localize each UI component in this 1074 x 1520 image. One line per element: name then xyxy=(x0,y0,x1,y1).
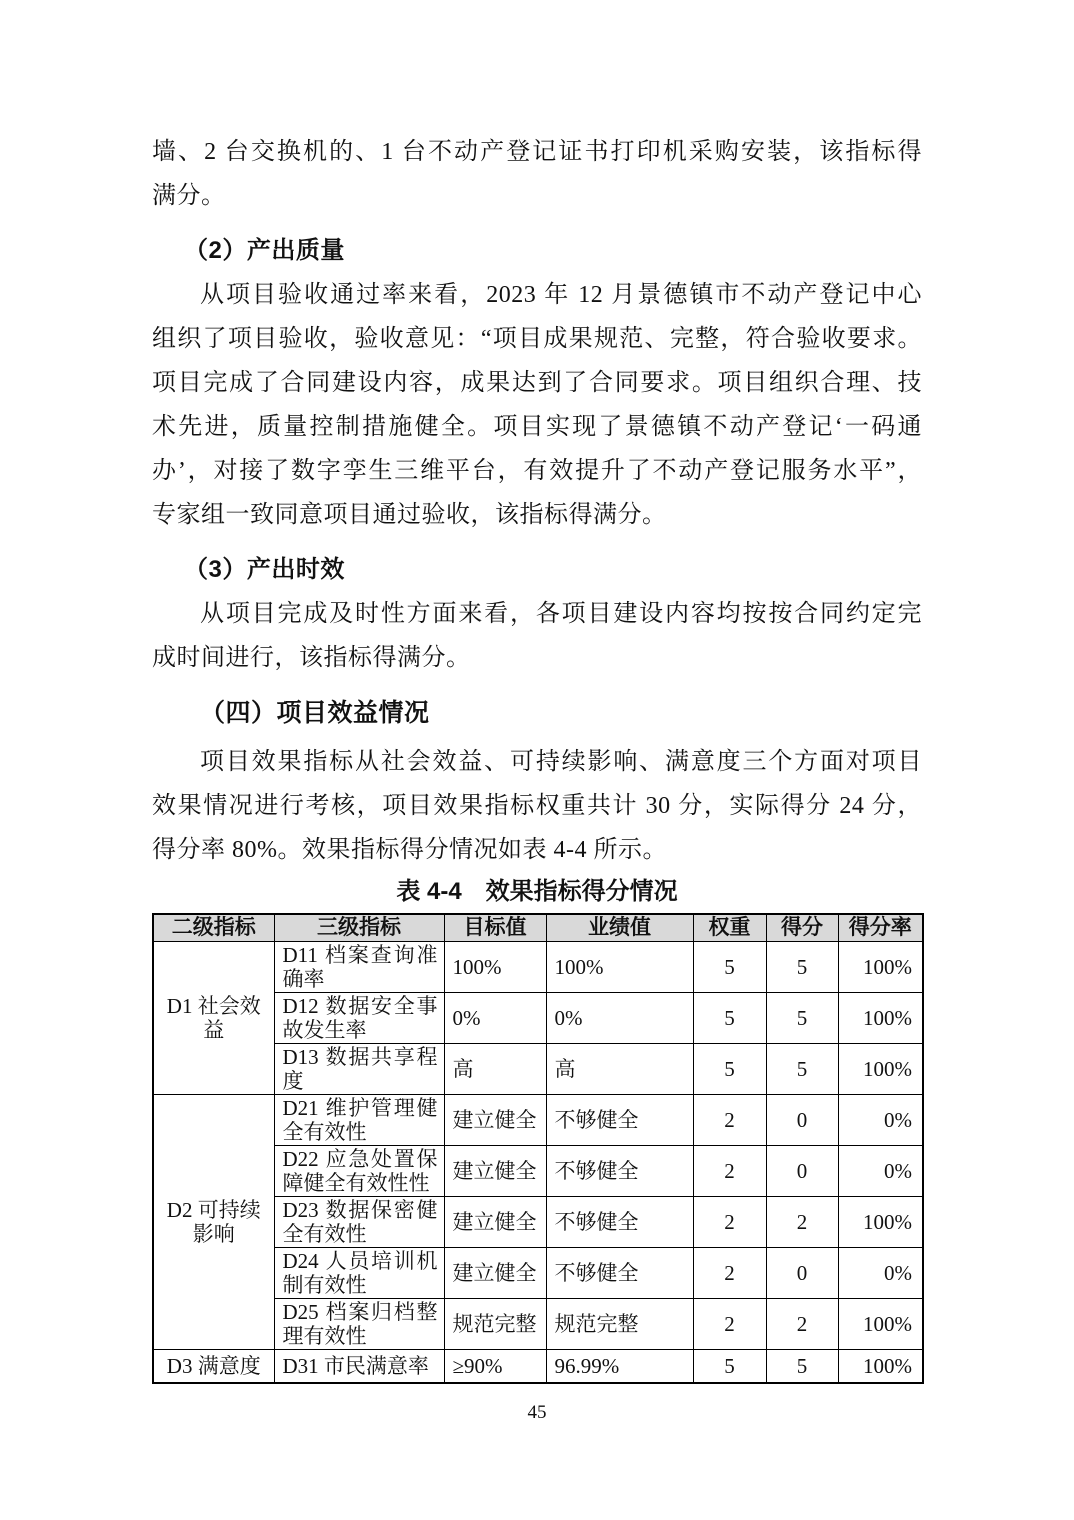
weight-value: 2 xyxy=(693,1298,766,1349)
body-line: 从项目验收通过率来看，2023 年 12 月景德镇市不动产登记中心 xyxy=(200,282,922,308)
score-value: 0 xyxy=(766,1247,838,1298)
score-value: 2 xyxy=(766,1196,838,1247)
level3-label: 全有效性 xyxy=(282,1221,367,1246)
section-heading-project-benefit: （四）项目效益情况 xyxy=(200,699,430,727)
actual-value: 不够健全 xyxy=(546,1247,693,1298)
weight-value: 5 xyxy=(693,1043,766,1094)
level3-cell xyxy=(274,941,444,992)
body-line: 项目效果指标从社会效益、可持续影响、满意度三个方面对项目 xyxy=(200,749,922,775)
level2-label: D3 满意度 xyxy=(166,1353,261,1378)
weight-value: 2 xyxy=(693,1196,766,1247)
level3-label: 故发生率 xyxy=(282,1017,367,1042)
score-value: 5 xyxy=(766,941,838,992)
score-value: 2 xyxy=(766,1298,838,1349)
col-header-rate: 得分率 xyxy=(838,914,923,941)
actual-value: 100% xyxy=(546,941,693,992)
body-line: 从项目完成及时性方面来看，各项目建设内容均按按合同约定完 xyxy=(200,601,922,627)
col-header-target: 目标值 xyxy=(444,914,546,941)
level2-label: 影响 xyxy=(192,1221,235,1246)
level3-cell xyxy=(274,1094,444,1145)
section-heading-output-quality: （2）产出质量 xyxy=(184,237,345,264)
actual-value: 0% xyxy=(546,992,693,1043)
level3-label: D31 市民满意率 xyxy=(282,1353,429,1378)
level2-label: 益 xyxy=(203,1017,225,1042)
rate-value: 100% xyxy=(838,941,923,992)
level3-label: 度 xyxy=(282,1068,304,1093)
body-line: 办’，对接了数字孪生三维平台，有效提升了不动产登记服务水平”， xyxy=(152,458,922,484)
score-table xyxy=(152,913,924,1384)
section-heading-output-timeliness: （3）产出时效 xyxy=(184,556,345,583)
level2-cell-d3 xyxy=(153,1349,274,1383)
weight-value: 2 xyxy=(693,1247,766,1298)
rate-value: 0% xyxy=(838,1247,923,1298)
target-value: 建立健全 xyxy=(444,1094,546,1145)
level3-label: D22 应急处置保 xyxy=(282,1146,438,1171)
body-line: 得分率 80%。效果指标得分情况如表 4-4 所示。 xyxy=(152,837,667,863)
score-value: 5 xyxy=(766,1349,838,1383)
level2-label: D1 社会效 xyxy=(166,993,261,1018)
body-line: 组织了项目验收，验收意见：“项目成果规范、完整，符合验收要求。 xyxy=(152,326,922,352)
level3-label: D23 数据保密健 xyxy=(282,1197,438,1222)
rate-value: 100% xyxy=(838,1349,923,1383)
weight-value: 5 xyxy=(693,941,766,992)
score-value: 0 xyxy=(766,1094,838,1145)
level2-label: D2 可持续 xyxy=(166,1197,261,1222)
level3-label: D11 档案查询准 xyxy=(282,942,438,967)
page-number: 45 xyxy=(527,1402,547,1423)
target-value: 0% xyxy=(444,992,546,1043)
level3-label: D25 档案归档整 xyxy=(282,1299,438,1324)
body-line: 墙、2 台交换机的、1 台不动产登记证书打印机采购安装，该指标得 xyxy=(152,139,922,165)
actual-value: 不够健全 xyxy=(546,1094,693,1145)
level3-label: 理有效性 xyxy=(282,1323,367,1348)
level3-label: 全有效性 xyxy=(282,1119,367,1144)
level3-cell xyxy=(274,1247,444,1298)
target-value: 100% xyxy=(444,941,546,992)
level3-label: 制有效性 xyxy=(282,1272,367,1297)
table-row xyxy=(153,1094,923,1145)
target-value: 规范完整 xyxy=(444,1298,546,1349)
body-line: 满分。 xyxy=(152,183,226,209)
actual-value: 96.99% xyxy=(546,1349,693,1383)
level3-cell xyxy=(274,1196,444,1247)
table-header-row xyxy=(153,914,923,941)
col-header-level3: 三级指标 xyxy=(274,914,444,941)
body-line: 项目完成了合同建设内容，成果达到了合同要求。项目组织合理、技 xyxy=(152,370,922,396)
level3-label: D13 数据共享程 xyxy=(282,1044,438,1069)
col-header-actual: 业绩值 xyxy=(546,914,693,941)
actual-value: 高 xyxy=(546,1043,693,1094)
weight-value: 5 xyxy=(693,1349,766,1383)
target-value: ≥90% xyxy=(444,1349,546,1383)
rate-value: 100% xyxy=(838,1043,923,1094)
level3-cell xyxy=(274,1298,444,1349)
rate-value: 100% xyxy=(838,1196,923,1247)
col-header-weight: 权重 xyxy=(693,914,766,941)
body-line: 术先进，质量控制措施健全。项目实现了景德镇不动产登记‘一码通 xyxy=(152,414,922,440)
level3-cell xyxy=(274,1043,444,1094)
rate-value: 0% xyxy=(838,1145,923,1196)
rate-value: 100% xyxy=(838,1298,923,1349)
level2-cell-d2 xyxy=(153,1094,274,1349)
col-header-level2: 二级指标 xyxy=(153,914,274,941)
actual-value: 不够健全 xyxy=(546,1145,693,1196)
weight-value: 5 xyxy=(693,992,766,1043)
level3-label: D24 人员培训机 xyxy=(282,1248,438,1273)
level3-label: 障健全有效性性 xyxy=(282,1170,430,1195)
score-value: 5 xyxy=(766,1043,838,1094)
target-value: 建立健全 xyxy=(444,1145,546,1196)
level3-cell xyxy=(274,1145,444,1196)
target-value: 建立健全 xyxy=(444,1247,546,1298)
body-line: 专家组一致同意项目通过验收，该指标得满分。 xyxy=(152,502,667,528)
level3-cell xyxy=(274,992,444,1043)
table-row xyxy=(153,1349,923,1383)
score-value: 5 xyxy=(766,992,838,1043)
target-value: 高 xyxy=(444,1043,546,1094)
weight-value: 2 xyxy=(693,1145,766,1196)
rate-value: 0% xyxy=(838,1094,923,1145)
body-line: 效果情况进行考核，项目效果指标权重共计 30 分，实际得分 24 分， xyxy=(152,793,922,819)
weight-value: 2 xyxy=(693,1094,766,1145)
rate-value: 100% xyxy=(838,992,923,1043)
target-value: 建立健全 xyxy=(444,1196,546,1247)
score-value: 0 xyxy=(766,1145,838,1196)
level3-label: D12 数据安全事 xyxy=(282,993,438,1018)
level3-label: D21 维护管理健 xyxy=(282,1095,438,1120)
actual-value: 规范完整 xyxy=(546,1298,693,1349)
table-caption: 表 4-4 效果指标得分情况 xyxy=(396,878,678,905)
level2-cell-d1 xyxy=(153,941,274,1094)
col-header-score: 得分 xyxy=(766,914,838,941)
body-line: 成时间进行，该指标得满分。 xyxy=(152,645,471,671)
level3-label: 确率 xyxy=(282,966,325,991)
table-row xyxy=(153,941,923,992)
actual-value: 不够健全 xyxy=(546,1196,693,1247)
level3-cell xyxy=(274,1349,444,1383)
